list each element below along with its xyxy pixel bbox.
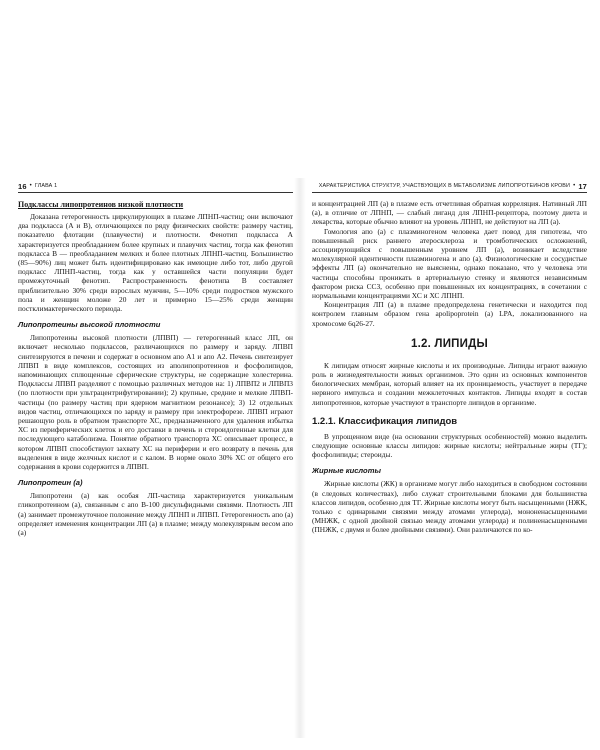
book-gutter [294, 178, 306, 738]
heading-hdl: Липопротеины высокой плотности [18, 320, 161, 330]
paragraph-fatty-acids: Жирные кислоты (ЖК) в организме могут либо находиться в свободном состоянии (в следовых количествах), либо служат строительными блоками для большинства классов липидов, особенно для ТГ. Жирные кислоты могут быть насыщенными (НЖК, только с одинарными связями между атомами углерода), мононенасыщенными (МНЖК, с одной двойной связью между атомами углерода) и полиненасыщенными (ПНЖК, с двумя и более двойными связями). Они различаются по ко- [312, 479, 587, 535]
left-running-head [18, 180, 293, 193]
right-page [312, 180, 587, 535]
right-page-number: 17 [578, 181, 587, 191]
paragraph-homology: Гомология апо (а) с плазминогеном человека дает повод для гипотезы, что повышенный риск раннего атеросклероза и тромботических осложнений, ассоциирующийся с повышенным уровнем ЛП (а), возникает вследствие молекулярной идентичности плазминогена и апо (а). Физиологические и сосудистые эффекты ЛП (а) окончательно не выяснены, однако показано, что у человека эти частицы способны проникать в артериальную стенку и являются независимым фактором риска ССЗ, особенно при повышенных их концентрациях, в сочетании с нормальными концентрациями ХС и ХС ЛПНП. [312, 226, 587, 301]
chapter-label: ГЛАВА 1 [34, 183, 58, 189]
running-title: ХАРАКТЕРИСТИКА СТРУКТУР, УЧАСТВУЮЩИХ В МЕТАБОЛИЗМЕ ЛИПОПРОТЕИНОВ КРОВИ [318, 183, 571, 189]
bullet-icon: • [29, 183, 32, 189]
paragraph-lipids-intro: К липидам относят жирные кислоты и их производные. Липиды играют важную роль в жизнедеятельности живых организмов. Это один из основных компонентов биологических мембран, который влияет на их проницаемость, участвует в передаче нервного импульса и создании межклеточных контактов. Липиды входят в состав липопротеинов, которые участвуют в транспорте липидов в организме. [312, 360, 587, 407]
heading-lpa: Липопротеин (а) [18, 478, 83, 488]
heading-ldl-subclasses: Подклассы липопротеинов низкой плотности [18, 200, 184, 209]
paragraph-lpa-genetics: Концентрация ЛП (а) в плазме предопределена генетически и находится под контролем главным образом гена apolipoprotein (a) LPA, локализованного на хромосоме 6q26-27. [312, 300, 587, 328]
bullet-icon: • [573, 183, 576, 189]
section-title-lipids: 1.2. ЛИПИДЫ [411, 337, 488, 350]
right-running-head [312, 180, 587, 193]
paragraph-classification: В упрощенном виде (на основании структурных особенностей) можно выделить следующие основные классы липидов: жирные кислоты; нейтральные жиры (ТГ); фосфолипиды; стероиды. [312, 431, 587, 460]
subsection-title-classification: 1.2.1. Классификация липидов [312, 415, 458, 427]
paragraph-lpa: Липопротеин (а) как особая ЛП-частица характеризуется уникальным гликопротеином (а), связанным с апо В-100 дисульфидными связями. Плотность ЛП (а) занимает промежуточное положение между ЛПНП и ЛПВП. Гетерогенность апо (а) определяет изменения концентрации ЛП (а) в плазме; между молекулярным весом апо (а) [18, 491, 293, 538]
paragraph-ldl-subclasses: Доказана гетерогенность циркулирующих в плазме ЛПНП-частиц; они включают два подкласса (А и В), отличающихся по ряду физических свойств: размеру частиц, показателю флотации (плавучести) и плотности. Фенотип подкласса А характеризуется преобладанием более крупных и плавучих частиц, тогда как фенотип подкласса В — преобладанием мелких и более плотных ЛПНП-частиц. Большинство (85—90%) лиц может быть идентифицировано как имеющие либо тот, либо другой подкласс ЛПНП-частиц, тогда как у оставшейся части популяции будет промежуточный фенотип. Распространенность фенотипа В составляет приблизительно 30% среди взрослых мужчин, 5—10% среди подростков мужского пола и женщин моложе 20 лет и примерно 15—25% среди женщин постклимактерического периода. [18, 212, 293, 314]
left-page-number: 16 [18, 181, 27, 191]
paragraph-lpa-continued: и концентрацией ЛП (а) в плазме есть отчетливая обратная корреляция. Нативный ЛП (а), в отличие от ЛПНП, — слабый лиганд для ЛПНП-рецептора, поэтому диета и лекарства, которые обычно влияют на уровень ЛПНП, не действуют на ЛП (а). [312, 199, 587, 227]
heading-fatty-acids: Жирные кислоты [312, 466, 381, 476]
paragraph-hdl: Липопротеины высокой плотности (ЛПВП) — гетерогенный класс ЛП, он включает несколько подклассов, различающихся по размеру и заряду. ЛПВП синтезируются в печени и содержат в основном апо А1 и апо А2. Печень синтезирует ЛПВП в виде комплексов, состоящих из аполипопротеинов и фосфолипидов, напоминающих сплющенные сферические структуры, не содержащие холестерина. Подклассы ЛПВП разделяют с помощью различных методов на: 1) ЛПВП2 и ЛПВП3 (по плотности при ультрацентрифугировании); 2) крупные, средние и мелкие ЛПВП-частицы (по размеру частиц при ядерном магнитном резонансе); 3) 12 отдельных видов частиц, отличающихся по заряду и размеру при электрофорезе. ЛПВП играют решающую роль в обратном транспорте ХС, предназначенного для удаления избытка ХС из периферических клеток и его доставки в печень и стероидогенные клетки для последующего катаболизма. Понятие обратного транспорта ХС описывает процесс, в котором ЛПВП способствуют захвату ХС на периферии и его возврату в печень для выделения в виде желчных кислот и с калом. В норме около 30% ХС от общего его содержания в крови содержится в ЛПВП. [18, 333, 293, 472]
left-page [18, 180, 293, 537]
